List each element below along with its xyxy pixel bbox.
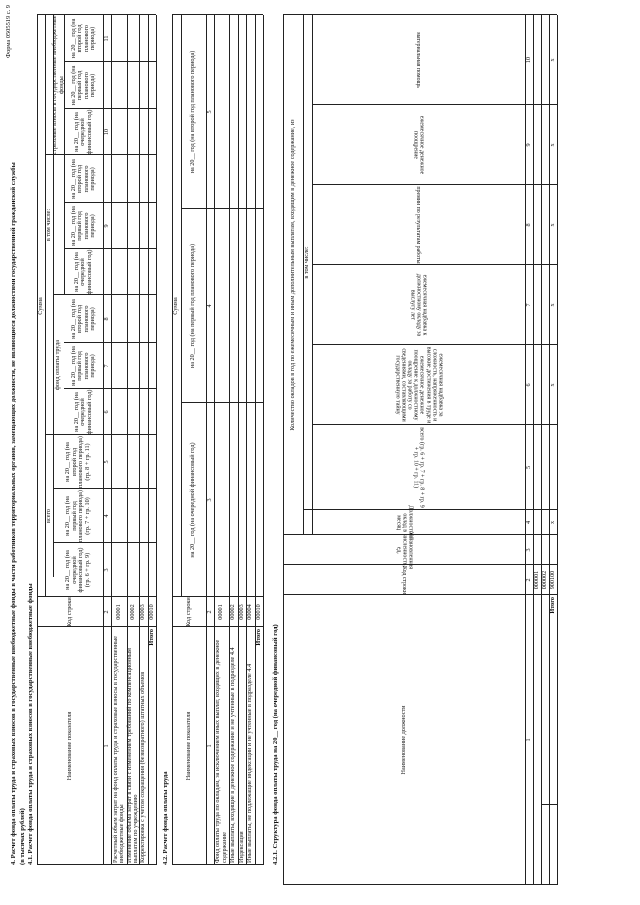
t41-head-p1: на 20__ год (на очередной финансовый год) (гр. 6 + гр. 9): [64, 547, 91, 593]
t41-head-fot: фонд оплаты труда: [54, 340, 62, 390]
t41-num: 3: [102, 568, 110, 572]
t41-head-p3: на 20__ год (на второй год планового периода) (гр. 8 + гр. 11): [64, 436, 91, 488]
t42-total-label: Итого: [254, 629, 262, 646]
t41-num: 11: [102, 35, 110, 42]
t42-head-indicator: Наименование показателя: [184, 711, 192, 781]
t421-total-x: х: [548, 143, 556, 147]
section-subtitle: (в тысячах рублей): [19, 808, 26, 865]
t41-head-fot-y3: на 20__ год (на второй год планового периода): [69, 299, 96, 339]
t41-row-name: Изменение объема затрат в связи с изменением требований по компенсационным выплатам по учреждению: [125, 648, 139, 863]
t421-head-incl: в том числе:: [303, 246, 311, 279]
t41-row-name: Расчетный объем затрат на фонд оплаты труда и страховые взносы в государственные внебюджетные фонды: [111, 635, 125, 863]
t42-head-code: Код строки: [184, 597, 192, 627]
t41-title: 4.1. Расчет фонда оплаты труда и страховых взносов в государственные внебюджетные фонды: [27, 583, 34, 865]
t41-num: 10: [102, 128, 110, 136]
t421-total-x: х: [548, 383, 556, 387]
t41-num: 2: [102, 610, 110, 614]
t41-head-fot-y1: на 20__ год (на очередной финансовый год): [72, 389, 93, 435]
t421-head-code: Код строки: [401, 565, 408, 595]
t421-head-total: всего (гр. 6 + гр. 7 + гр. 8 + гр. 9 + гр. 10 + гр. 11): [412, 427, 425, 508]
t421-num: 10: [524, 56, 532, 64]
t42-head-y1: на 20__ год (на очередной финансовый год): [189, 442, 197, 558]
t41-row-name: Корректировка с учетом сокращения (безвозвратного) штатных объемов: [139, 671, 147, 863]
t421-num: 3: [524, 548, 532, 552]
t41-num: 4: [102, 514, 110, 518]
t42-row-name: Иные выплаты, входящие в денежное содержание и не учтенные в подразделе 4.4: [229, 647, 237, 863]
t42-title: 4.2. Расчет фонда оплаты труда: [162, 771, 169, 865]
t421-total-label: Итого: [548, 597, 556, 614]
t41-head-mid-y3: на 20__ год (на второй год планового периода): [69, 159, 96, 199]
t42-num: 4: [205, 304, 213, 308]
t421-head-staff: Установленная численность, ед.: [394, 531, 414, 569]
t41-head-code: Код строки: [65, 597, 73, 627]
t42-head-y3: на 20__ год (на второй год планового периода): [189, 50, 197, 174]
t41-total-code: 00010: [147, 604, 155, 620]
t421-head-position: Наименование должности: [399, 705, 407, 775]
t421-num: 5: [524, 465, 532, 470]
t41-head-ins-y3: на 20__ год (на второй год планового периода): [69, 18, 96, 59]
t41-head-mid-y1: на 20__ год (на очередной финансовый год): [72, 249, 93, 295]
t41-head-p2: на 20__ год (на первый год планового периода) (гр. 7 + гр. 10): [64, 490, 91, 542]
t42-num: 5: [205, 110, 213, 114]
t421-total-x: х: [548, 303, 556, 307]
t41-head-indicator: Наименование показателя: [65, 711, 73, 781]
t421-head-c9: ежемесячное денежное поощрение: [412, 115, 425, 175]
t41-row-code: 00003: [139, 604, 147, 620]
t41-head-ins-y1: на 20__ год (на очередной финансовый год): [72, 109, 93, 155]
t42-row-code: 00001: [217, 604, 225, 620]
t421-title: 4.2.1. Структура фонда оплаты труда на 20__ год (на очередной финансовый год): [272, 624, 279, 865]
t42-num: 1: [205, 744, 213, 748]
t41-head-total: всего: [44, 509, 52, 523]
t421-row-code: 000001: [532, 570, 540, 590]
t421-head-c8: премии по результатам работы: [415, 186, 422, 264]
form-id: Форма 0505519 с. 9: [5, 5, 12, 58]
t421-head-c10: материальная помощь: [415, 32, 422, 88]
t421-head-c6: ежемесячная надбавка за сложность, напряженность и высокие достижения в труде и ежемесячное денежное поощрение к должностному окладу за работу со сведениями, составляющими государственную тайну: [393, 346, 444, 424]
t41-row-code: 00001: [114, 604, 122, 620]
t421-total-x: х: [548, 58, 556, 62]
t41-head-fot-y2: на 20__ год (на первый год планового периода): [69, 346, 96, 386]
t42-row-code: 00003: [237, 604, 245, 620]
t421-num: 7: [524, 303, 532, 307]
t41-num: 8: [102, 317, 110, 321]
t42-num: 3: [205, 498, 213, 502]
t41-head-ins-y2: на 20__ год (на первый год планового периода): [69, 65, 96, 106]
t41-row-code: 00002: [128, 604, 136, 620]
t42-row-code: 00002: [229, 604, 237, 620]
t41-head-incl: в том числе:: [44, 208, 52, 242]
t41-num: 6: [102, 410, 110, 414]
t421-num: 1: [524, 738, 532, 742]
t41-total-label: Итого: [147, 629, 155, 646]
t41-num: 1: [102, 744, 110, 748]
t421-row-code: 000002: [540, 570, 548, 590]
t42-head-y2: на 20__ год (на первый год планового периода): [189, 243, 197, 369]
t421-head-salary: Должностной оклад в месяц: [394, 505, 414, 540]
t41-head-sum: Сумма: [36, 297, 44, 315]
t421-total-code: 900100: [548, 570, 556, 590]
t421-num: 6: [524, 383, 532, 387]
t41-head-ins: страховые взносы в государственные внебюджетные фонды: [51, 15, 65, 155]
t421-head-c7: ежемесячная надбавка к должностному окладу за выслугу лет: [409, 273, 428, 337]
t42-row-name: Фонд оплаты труда по окладам, за исключением иных выплат, входящих в денежное содержание: [214, 639, 228, 863]
t421-total-x: х: [548, 223, 556, 227]
t42-row-name: Индексация: [237, 831, 245, 863]
t42-row-code: 00004: [246, 604, 254, 620]
section-title: 4. Расчет фонда оплаты труда и страховых взносов в государственные внебюджетные фонды в части работников территориальных органов, замещающих должности, не являющиеся должностями государственной гражданской службы: [10, 162, 17, 865]
t41-num: 7: [102, 364, 110, 368]
t421-total-x: х: [548, 520, 556, 525]
t42-total-code: 00010: [254, 604, 262, 620]
t42-num: 2: [205, 610, 213, 614]
t41-num: 9: [102, 224, 110, 228]
t421-num: 9: [524, 143, 532, 147]
t42-head-sum: Сумма: [172, 297, 180, 315]
t42-row-name: Иные выплаты, не подлежащие индексации и не учтенные в подразделе 4.4: [246, 663, 254, 863]
t41-head-mid-y2: на 20__ год (на первый год планового периода): [69, 206, 96, 246]
t421-num: 4: [524, 520, 532, 525]
t41-num: 5: [102, 460, 110, 464]
t421-num: 2: [524, 578, 532, 582]
t421-num: 8: [524, 223, 532, 227]
t421-head-qty: Количество окладов в год по ежемесячным и иным дополнительным выплатам, входящим в денежное содержание, из: [288, 119, 296, 431]
